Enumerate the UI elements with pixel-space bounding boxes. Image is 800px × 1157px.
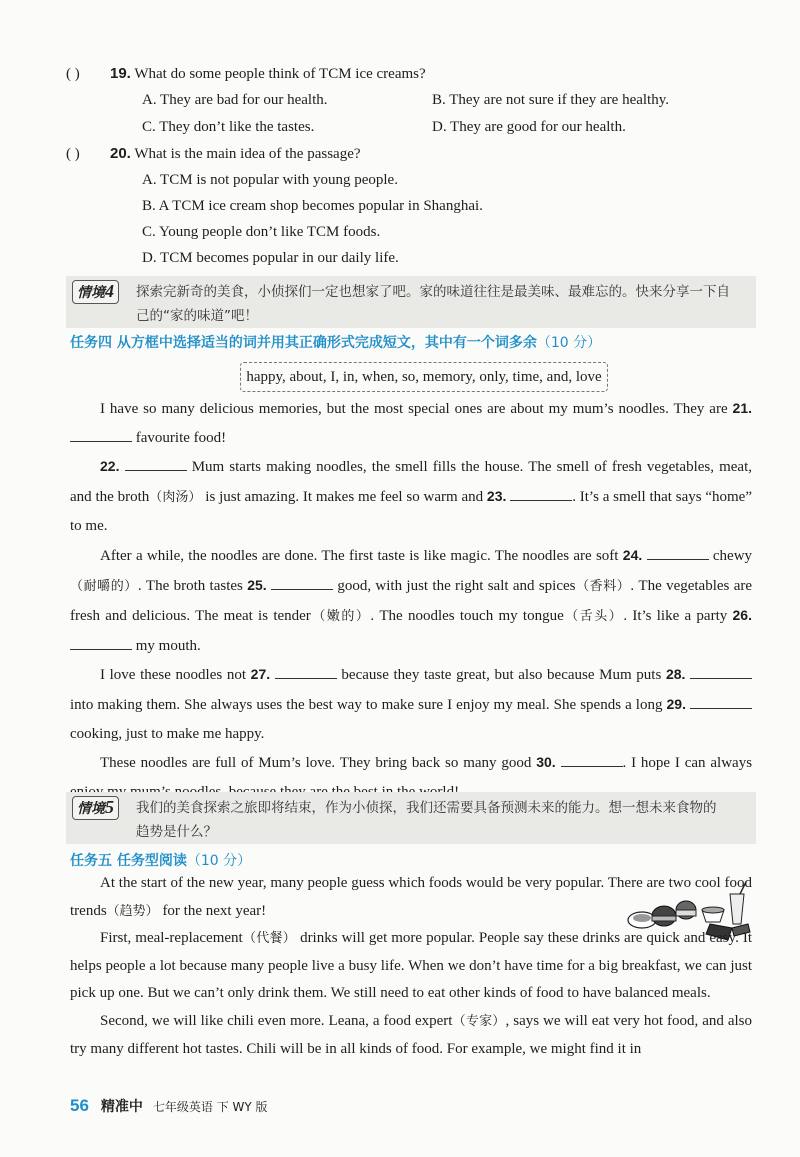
gloss: （代餐） xyxy=(242,931,297,947)
blank-number: 30. xyxy=(536,754,556,771)
blank-number: 25. xyxy=(247,576,267,593)
scenario-text xyxy=(136,280,748,328)
text: good, with just the right salt and spices xyxy=(337,577,576,594)
word-bank: happy, about, I, in, when, so, memory, only, time, and, love xyxy=(240,362,608,392)
blank-number: 26. xyxy=(732,607,752,624)
blank-number: 27. xyxy=(250,666,271,683)
text: . The vegetables are fresh and delicious. The meat is tender xyxy=(70,577,753,625)
text: my mouth. xyxy=(135,637,201,654)
scenario-tag xyxy=(72,280,119,304)
page-number: 56 xyxy=(70,1096,89,1115)
page-footer xyxy=(70,1096,268,1116)
answer-blank[interactable] xyxy=(690,664,752,679)
text: I have so many delicious memories, but the most special ones are about my mum’s noodles. They are xyxy=(100,401,728,417)
option-a: A. TCM is not popular with young people. xyxy=(142,172,398,188)
answer-blank[interactable] xyxy=(70,427,132,442)
scenario-line: 探索完新奇的美食，小侦探们一定也想家了吧。家的味道往往是最美味、最难忘的。快来分享一下自 xyxy=(136,284,730,300)
blank-number: 24. xyxy=(622,546,643,563)
blank-number: 28. xyxy=(665,666,686,683)
text: chewy xyxy=(712,547,753,564)
question-text: What do some people think of TCM ice creams? xyxy=(134,66,426,82)
tag-label: 情境 xyxy=(77,801,105,817)
text: is just amazing. It makes me feel so warm and xyxy=(205,488,484,505)
text: I love these noodles not xyxy=(100,667,247,684)
text: , says we will eat very hot food, and also try many different hot tastes. Chili will be in all kinds of food. For example, we might find it in xyxy=(70,1012,752,1057)
task-title-text: 任务四 从方框中选择适当的词并用其正确形式完成短文，其中有一个词多余 xyxy=(70,335,537,351)
option-d: D. They are good for our health. xyxy=(432,119,626,135)
paragraph xyxy=(70,541,752,660)
brand-logo: 精准中 xyxy=(100,1099,143,1115)
blank-number: 21. xyxy=(732,400,753,416)
answer-blank[interactable] xyxy=(275,664,337,679)
option-b: B. They are not sure if they are healthy. xyxy=(432,92,669,108)
gloss: （嫩的） xyxy=(310,609,371,625)
task-5-title xyxy=(70,850,251,870)
text: . I hope I can always xyxy=(622,755,753,772)
option-c: C. Young people don’t like TCM foods. xyxy=(142,224,381,240)
paragraph xyxy=(70,660,752,748)
text: At the start of the new year, many people guess which foods would be very popular. There are two cool food trends xyxy=(70,875,752,919)
gloss: （趋势） xyxy=(106,903,159,919)
task-title-text: 任务五 任务型阅读 xyxy=(70,853,187,869)
answer-blank[interactable] xyxy=(510,486,572,501)
reading-passage xyxy=(70,870,752,1063)
blank-number: 22. xyxy=(100,458,120,475)
book-title: 七年级英语 下 WY 版 xyxy=(152,1100,268,1114)
scenario-line: 趋势是什么？ xyxy=(136,824,217,840)
text: These noodles are full of Mum’s love. They bring back so many good xyxy=(100,755,532,772)
text: because they taste great, but also because Mum puts xyxy=(341,667,662,684)
answer-blank[interactable] xyxy=(561,752,623,767)
paragraph xyxy=(70,870,752,925)
scenario-tag xyxy=(72,796,119,820)
paragraph xyxy=(70,394,752,452)
text: First, meal-replacement xyxy=(100,930,243,947)
paragraph xyxy=(70,925,752,1008)
scenario-line: 己的“家的味道”吧！ xyxy=(136,308,258,324)
gloss: （专家） xyxy=(452,1013,506,1029)
tag-number: 5 xyxy=(105,797,114,817)
scenario-4-banner xyxy=(66,276,756,328)
option-a: A. They are bad for our health. xyxy=(142,92,328,108)
text: . It’s a smell that says “home” to me. xyxy=(70,488,752,535)
text: Mum starts making noodles, the smell fills the house. The smell of fresh vegetables, meat, and the broth xyxy=(70,459,752,505)
option-c: C. They don’t like the tastes. xyxy=(142,119,315,135)
gloss: （耐嚼的） xyxy=(70,578,138,594)
text: for the next year! xyxy=(162,902,267,919)
option-d: D. TCM becomes popular in our daily life. xyxy=(142,250,399,266)
answer-paren[interactable]: ( ) xyxy=(66,66,80,82)
paragraph xyxy=(70,1008,752,1063)
text: . The noodles touch my tongue xyxy=(370,608,564,625)
text: cooking, just to make me happy. xyxy=(70,725,265,742)
answer-blank[interactable] xyxy=(70,635,132,650)
answer-blank[interactable] xyxy=(690,694,752,709)
question-number: 19. xyxy=(110,65,131,82)
question-text: What is the main idea of the passage? xyxy=(134,146,361,162)
answer-blank[interactable] xyxy=(125,456,187,471)
cloze-passage xyxy=(70,394,752,806)
text: Second, we will like chili even more. Leana, a food expert xyxy=(100,1012,453,1029)
text: . It’s like a party xyxy=(623,608,728,625)
gloss: （舌头） xyxy=(563,609,624,625)
blank-number: 29. xyxy=(666,695,686,712)
task-points: （10 分） xyxy=(536,335,602,351)
text: favourite food! xyxy=(135,429,227,446)
task-points: （10 分） xyxy=(186,853,252,869)
text: . The broth tastes xyxy=(137,577,243,594)
question-19 xyxy=(66,64,426,84)
task-4-title xyxy=(70,332,601,352)
option-b: B. A TCM ice cream shop becomes popular in Shanghai. xyxy=(142,198,483,214)
tag-label: 情境 xyxy=(77,285,105,301)
blank-number: 23. xyxy=(486,487,507,504)
text: into making them. She always uses the best way to make sure I enjoy my meal. She spends a long xyxy=(70,696,663,713)
gloss: （香料） xyxy=(575,578,631,594)
scenario-5-banner xyxy=(66,792,756,844)
text: drinks will get more popular. People say these drinks are quick and easy. It helps people a lot because many people live a busy life. When we don’t have time for a big breakfast, we can just pick up one. But we can’t only drink them. We still need to eat other kinds of food to have balanced meals. xyxy=(70,930,752,1002)
paragraph xyxy=(70,452,752,541)
answer-blank[interactable] xyxy=(271,575,333,590)
answer-blank[interactable] xyxy=(647,545,709,560)
gloss: （肉汤） xyxy=(149,489,202,505)
question-number: 20. xyxy=(110,145,131,162)
answer-paren[interactable]: ( ) xyxy=(66,146,80,162)
tag-number: 4 xyxy=(105,281,114,301)
scenario-text xyxy=(136,796,748,844)
scenario-line: 我们的美食探索之旅即将结束，作为小侦探，我们还需要具备预测未来的能力。想一想未来食物的 xyxy=(136,800,717,816)
question-20 xyxy=(66,144,361,164)
text: After a while, the noodles are done. The first taste is like magic. The noodles are soft xyxy=(100,547,619,564)
